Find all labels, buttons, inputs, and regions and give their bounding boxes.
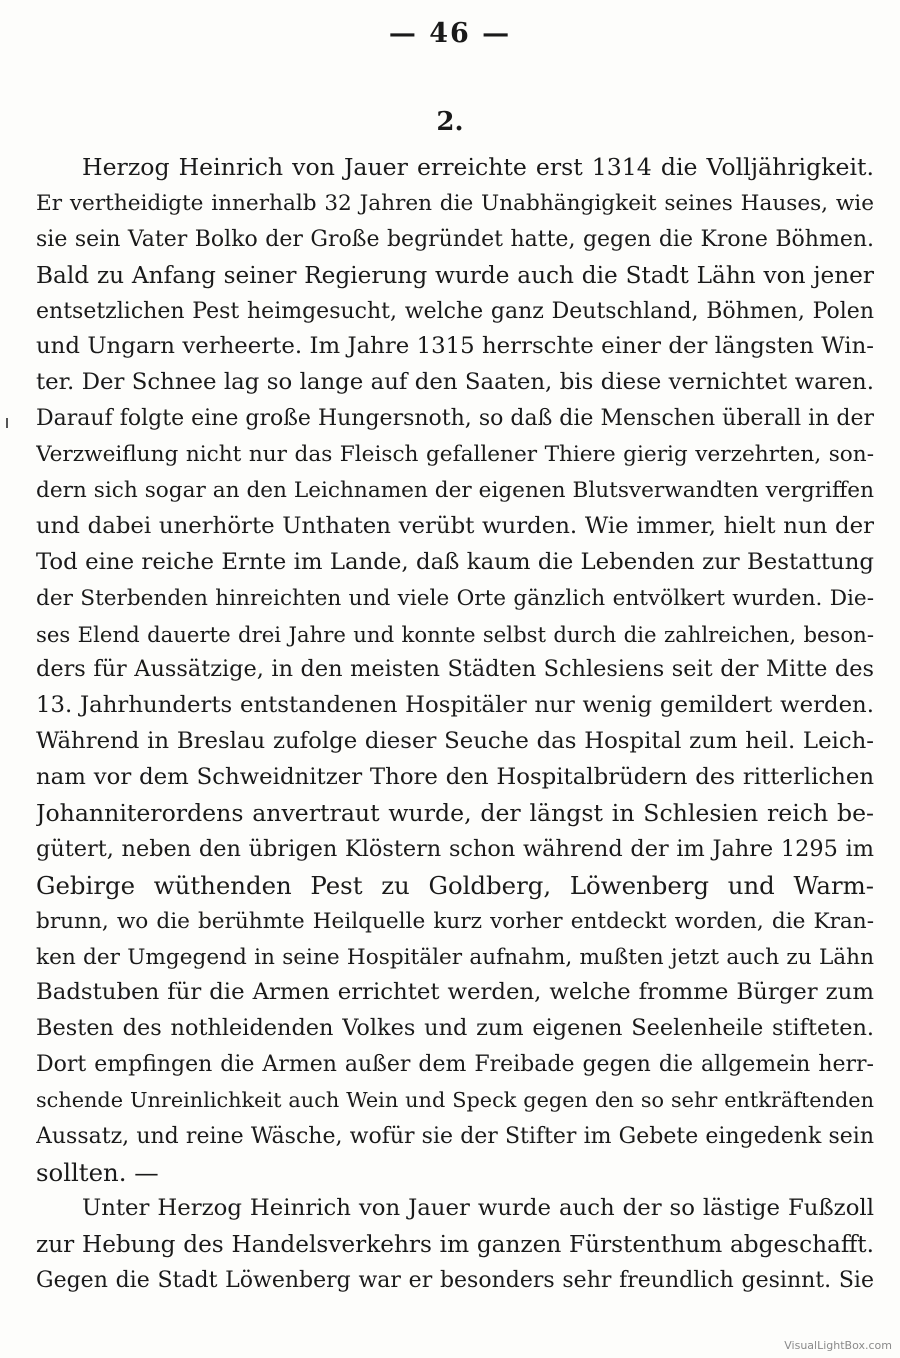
text-line: 13. Jahrhunderts entstandenen Hospitäler nur wenig gemildert werden. [36,692,874,719]
text-line: Während in Breslau zufolge dieser Seuche das Hospital zum heil. Leich- [36,728,874,755]
text-line: Er vertheidigte innerhalb 32 Jahren die Unabhängigkeit seines Hauses, wie [36,190,874,216]
text-line: Gebirge wüthenden Pest zu Goldberg, Löwenberg und Warm- [36,870,874,900]
text-line: Aussatz, und reine Wäsche, wofür sie der Stifter im Gebete eingedenk sein [36,1124,874,1150]
text-line: Dort empfingen die Armen außer dem Freibade gegen die allgemein herr- [36,1052,874,1078]
text-line: Besten des nothleidenden Volkes und zum eigenen Seelenheile stifteten. [36,1015,874,1042]
text-line: ter. Der Schnee lag so lange auf den Saaten, bis diese vernichtet waren. [36,369,874,396]
text-line: ses Elend dauerte drei Jahre und konnte selbst durch die zahlreichen, beson- [36,621,874,647]
text-line: entsetzlichen Pest heimgesucht, welche ganz Deutschland, Böhmen, Polen [36,298,874,324]
text-line: brunn, wo die berühmte Heilquelle kurz vorher entdeckt worden, die Kran- [36,908,874,934]
edge-mark [6,418,8,428]
text-line: sollten. — [36,1157,159,1187]
text-line: nam vor dem Schweidnitzer Thore den Hospitalbrüdern des ritterlichen [36,764,874,791]
text-line: dern sich sogar an den Leichnamen der eigenen Blutsverwandten vergriffen [36,478,874,504]
section-number: 2. [436,107,464,137]
text-line: schende Unreinlichkeit auch Wein und Speck gegen den so sehr entkräftenden [36,1088,874,1113]
text-line: sie sein Vater Bolko der Große begründet hatte, gegen die Krone Böhmen. [36,226,874,252]
text-line: ken der Umgegend in seine Hospitäler aufnahm, mußten jetzt auch zu Lähn [36,944,874,970]
text-line: Badstuben für die Armen errichtet werden, welche fromme Bürger zum [36,979,874,1006]
text-line: Tod eine reiche Ernte im Lande, daß kaum die Lebenden zur Bestattung [36,548,874,575]
text-line: Unter Herzog Heinrich von Jauer wurde auch der so lästige Fußzoll [82,1194,874,1221]
text-line: Gegen die Stadt Löwenberg war er besonders sehr freundlich gesinnt. Sie [36,1267,874,1293]
text-line: Bald zu Anfang seiner Regierung wurde auch die Stadt Lähn von jener [36,261,874,289]
text-line: zur Hebung des Handelsverkehrs im ganzen Fürstenthum abgeschafft. [36,1230,874,1258]
page-number: — 46 — [388,18,512,49]
text-line: gütert, neben den übrigen Klöstern schon während der im Jahre 1295 im [36,835,874,862]
text-line: der Sterbenden hinreichten und viele Orte gänzlich entvölkert wurden. Die- [36,585,874,611]
text-line: und Ungarn verheerte. Im Jahre 1315 herrschte einer der längsten Win- [36,333,874,360]
text-line: Darauf folgte eine große Hungersnoth, so daß die Menschen überall in der [36,406,874,432]
text-line: ders für Aussätzige, in den meisten Städten Schlesiens seit der Mitte des [36,656,874,683]
body-text [36,150,874,1299]
text-line: Herzog Heinrich von Jauer erreichte erst 1314 die Volljährigkeit. [82,153,874,181]
watermark-text: VisualLightBox.com [784,1339,892,1352]
text-line: und dabei unerhörte Unthaten verübt wurden. Wie immer, hielt nun der [36,512,874,539]
text-line: Johanniterordens anvertraut wurde, der längst in Schlesien reich be- [36,799,874,828]
text-line: Verzweiflung nicht nur das Fleisch gefallener Thiere gierig verzehrten, son- [36,442,874,468]
